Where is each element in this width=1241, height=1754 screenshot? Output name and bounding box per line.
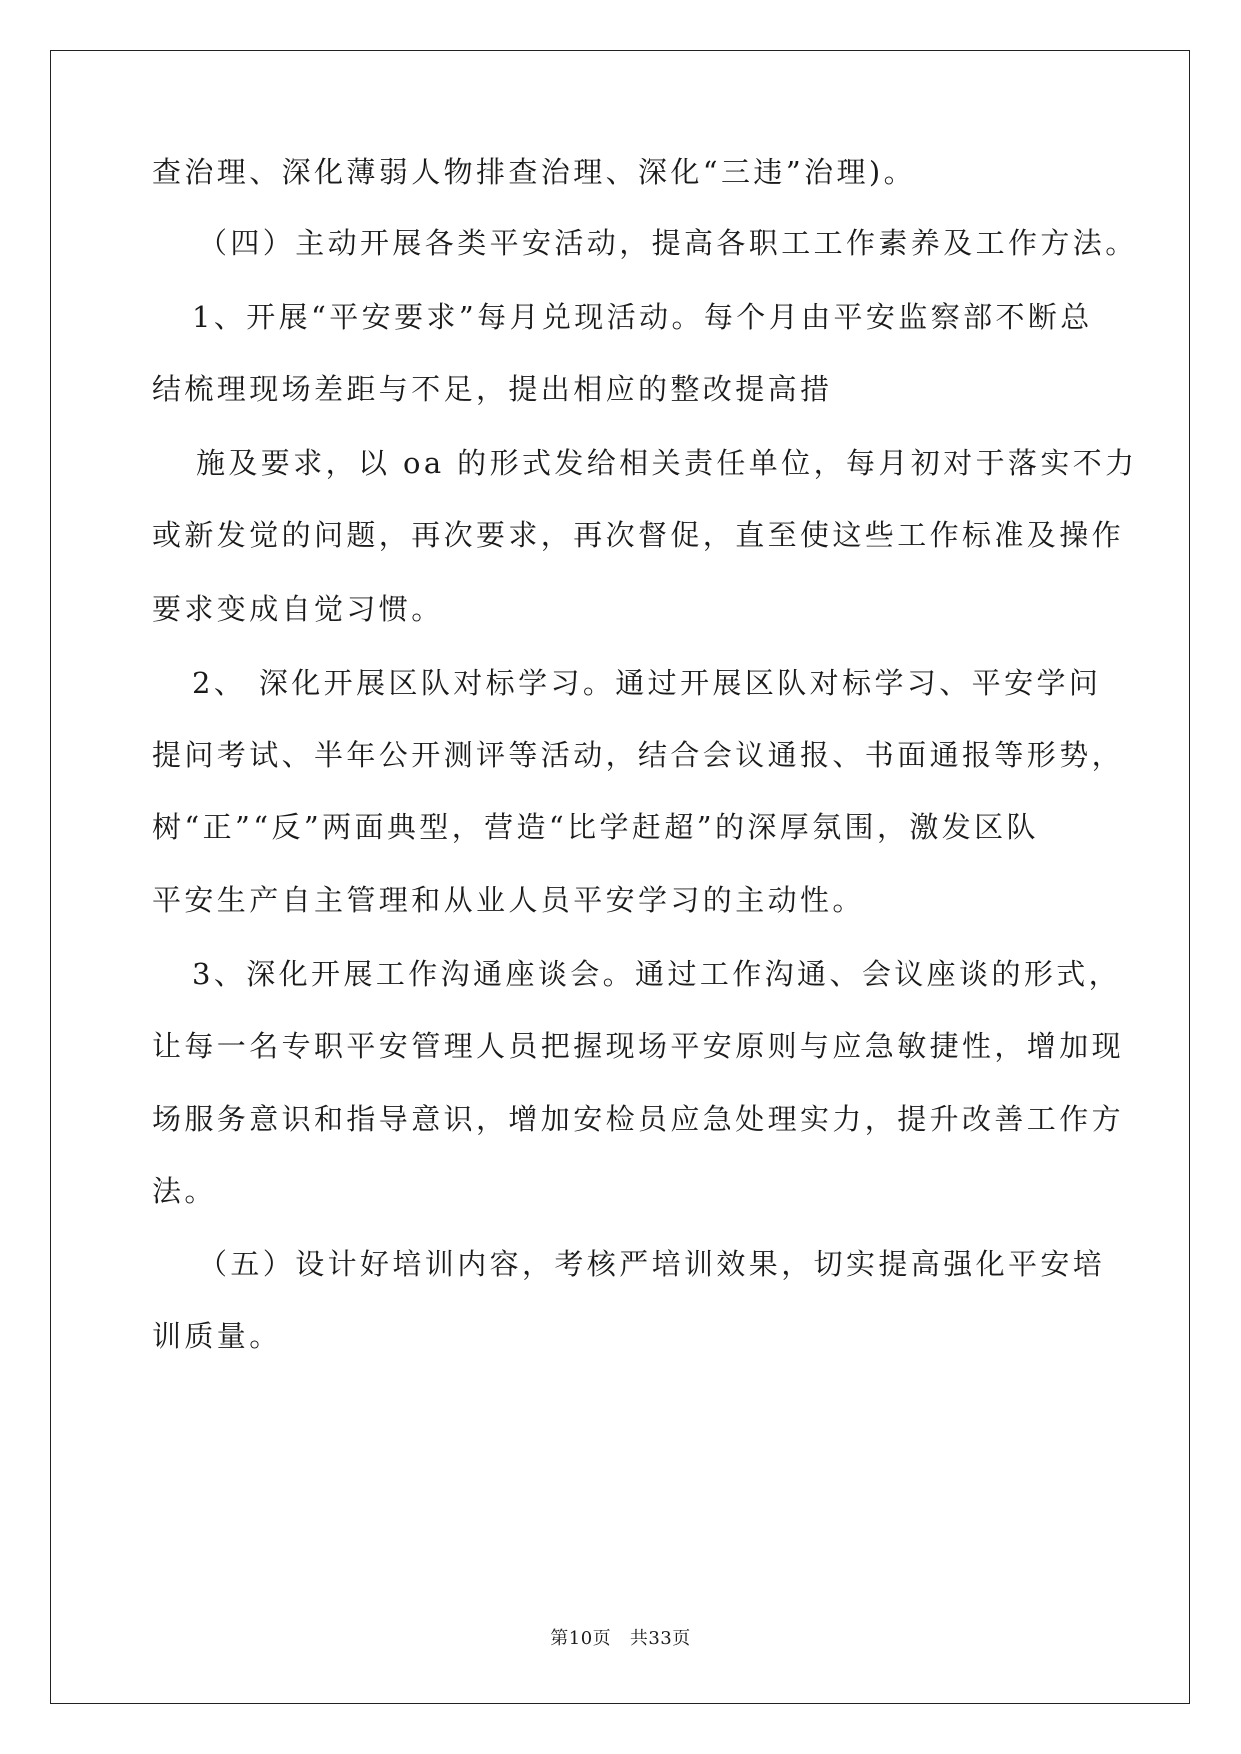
item-3-line-4: 法。 <box>152 1174 217 1208</box>
page-footer <box>0 1627 1241 1651</box>
body-line-1: 查治理、深化薄弱人物排查治理、深化“三违”治理)。 <box>152 155 916 189</box>
item-1-line-4: 或新发觉的问题，再次要求，再次督促，直至使这些工作标准及操作 <box>152 518 1125 552</box>
section-heading-5-line-1: （五）设计好培训内容，考核严培训效果，切实提高强化平安培 <box>198 1247 1106 1281</box>
item-2-line-1: 2、 深化开展区队对标学习。通过开展区队对标学习、平安学问 <box>192 666 1102 700</box>
item-1-line-5: 要求变成自觉习惯。 <box>152 592 444 626</box>
item-3-line-3: 场服务意识和指导意识，增加安检员应急处理实力，提升改善工作方 <box>152 1102 1125 1136</box>
item-2-line-4: 平安生产自主管理和从业人员平安学习的主动性。 <box>152 883 865 917</box>
item-3-line-2: 让每一名专职平安管理人员把握现场平安原则与应急敏捷性，增加现 <box>152 1029 1125 1063</box>
item-3-line-1: 3、深化开展工作沟通座谈会。通过工作沟通、会议座谈的形式， <box>192 957 1122 991</box>
item-1-line-3: 施及要求，以 oa 的形式发给相关责任单位，每月初对于落实不力 <box>196 446 1138 480</box>
item-1-line-2: 结梳理现场差距与不足，提出相应的整改提高措 <box>152 372 833 406</box>
section-heading-4: （四）主动开展各类平安活动，提高各职工工作素养及工作方法。 <box>198 226 1138 260</box>
section-heading-5-line-2: 训质量。 <box>152 1319 282 1353</box>
item-2-line-3: 树“正”“反”两面典型，营造“比学赶超”的深厚氛围，激发区队 <box>152 810 1039 844</box>
item-1-line-1: 1、开展“平安要求”每月兑现活动。每个月由平安监察部不断总 <box>192 300 1093 334</box>
item-2-line-2: 提问考试、半年公开测评等活动，结合会议通报、书面通报等形势， <box>152 738 1125 772</box>
page-number: 第10页 共33页 <box>550 1628 691 1649</box>
